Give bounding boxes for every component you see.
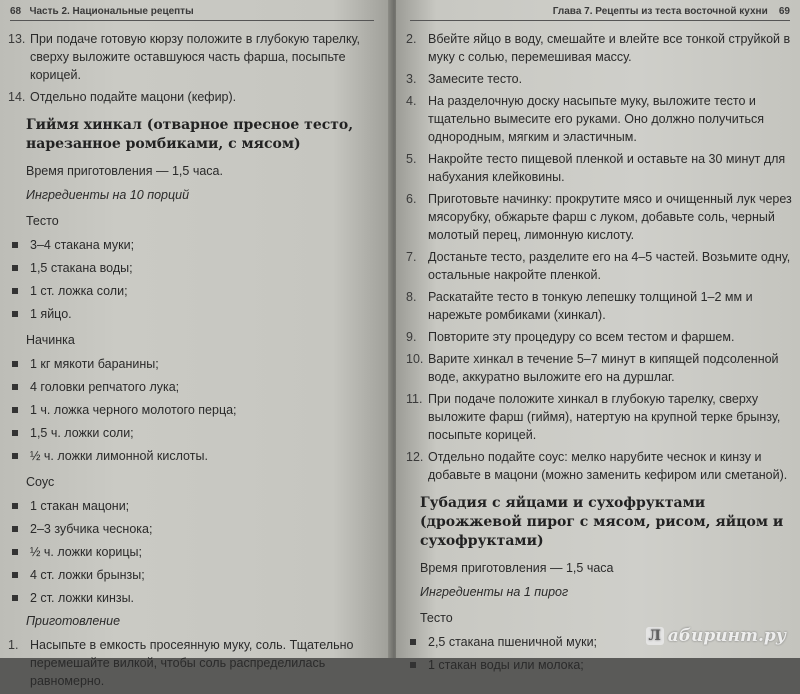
running-head-left-text: Часть 2. Национальные рецепты [29,6,194,17]
step-text: Достаньте тесто, разделите его на 4–5 частей. Возьмите одну, остальные накройте пленкой. [428,250,791,282]
step-number: 5. [406,152,417,166]
dough-list-left [8,236,382,323]
left-page [0,0,392,688]
bullet-square-icon [12,242,18,248]
recipe-title-right: Губадия с яйцами и сухофруктами (дрожжевой пирог с мясом, рисом, яйцом и сухофруктами) [420,495,784,549]
bullet-square-icon [12,384,18,390]
ingredient-item [8,259,382,277]
step-text: Варите хинкал в течение 5–7 минут в кипящей подсоленной воде, аккуратно выложите его на дуршлаг. [428,352,779,384]
ingredient-item [8,378,382,396]
bullet-square-icon [12,311,18,317]
steps-top-list [8,30,382,106]
ingredient-item [8,305,382,323]
ingredient-item [8,543,382,561]
running-head-rule-left [10,20,374,21]
numbered-step [406,92,792,146]
running-head-right [553,6,790,17]
ingredient-text: 1 кг мякоти баранины; [30,357,159,371]
right-page-content [406,30,792,679]
bullet-square-icon [12,572,18,578]
running-head-left [10,6,194,17]
ingredient-text: 1 стакан воды или молока; [428,658,584,672]
ingredient-text: 1 ч. ложка черного молотого перца; [30,403,237,417]
numbered-step [8,30,382,84]
step-text: Отдельно подайте мацони (кефир). [30,90,237,104]
labirint-logo-icon: Л [646,627,664,645]
step-text: На разделочную доску насыпьте муку, выложите тесто и тщательно вымесите его руками. Оно должно получиться однородным, мягким и эластичным. [428,94,765,144]
step-text: Приготовьте начинку: прокрутите мясо и очищенный лук через мясорубку, обжарьте фарш с луком, добавьте соль, черный молотый перец, лимонную кислоту. [428,192,792,242]
step-text: При подаче готовую кюрзу положите в глубокую тарелку, сверху выложите оставшуюся часть фарша, посыпьте корицей. [30,32,361,82]
numbered-step [406,150,792,186]
dough-label-left: Тесто [26,214,59,228]
step-number: 12. [406,450,424,464]
bullet-square-icon [12,503,18,509]
step-number: 13. [8,32,26,46]
ingredient-text: 2–3 зубчика чеснока; [30,522,153,536]
ingredient-text: 1,5 стакана воды; [30,261,133,275]
step-text: Накройте тесто пищевой пленкой и оставьте на 30 минут для набухания клейковины. [428,152,786,184]
watermark-text: абиринт.ру [667,626,786,646]
page-number-left: 68 [10,6,22,17]
numbered-step [406,248,792,284]
step-number: 11. [406,392,423,406]
ingredient-item [8,566,382,584]
bullet-square-icon [12,361,18,367]
ingredient-text: 4 ст. ложки брынзы; [30,568,145,582]
running-head-rule-right [410,20,790,21]
step-number: 7. [406,250,417,264]
recipe-title-left: Гиймя хинкал (отварное пресное тесто, нарезанное ромбиками, с мясом) [26,117,354,152]
bullet-square-icon [12,453,18,459]
bullet-square-icon [12,265,18,271]
numbered-step [406,390,792,444]
step-text: Раскатайте тесто в тонкую лепешку толщиной 1–2 мм и нарежьте ромбиками (хинкал). [428,290,753,322]
bullet-square-icon [12,407,18,413]
ingredient-text: ½ ч. ложки лимонной кислоты. [30,449,208,463]
sauce-label: Соус [26,475,55,489]
ingredient-item [8,520,382,538]
bullet-square-icon [12,526,18,532]
ingredient-text: 2 ст. ложки кинзы. [30,591,135,605]
step-number: 2. [406,32,417,46]
ingredient-text: 1 стакан мацони; [30,499,130,513]
step-number: 8. [406,290,417,304]
bullet-square-icon [12,288,18,294]
step-text: Насыпьте в емкость просеянную муку, соль. Тщательно перемешайте вилкой, чтобы соль распределилась равномерно. [30,638,354,688]
ingredient-item [8,401,382,419]
step-number: 14. [8,90,26,104]
step-number: 9. [406,330,417,344]
running-head-right-text: Глава 7. Рецепты из теста восточной кухни [552,6,768,17]
numbered-step [406,350,792,386]
ingredient-text: 2,5 стакана пшеничной муки; [428,635,598,649]
bullet-square-icon [410,639,416,645]
numbered-step [406,328,792,346]
bullet-square-icon [12,430,18,436]
numbered-step [406,448,792,484]
step-text: Отдельно подайте соус: мелко нарубите чеснок и кинзу и добавьте в мацони (можно заменить кефиром или сметаной). [428,450,788,482]
numbered-step [406,288,792,324]
right-page [396,0,800,672]
step-number: 4. [406,94,417,108]
step-number: 1. [8,638,19,652]
left-page-content [8,30,382,694]
bullet-square-icon [410,662,416,668]
page-number-right: 69 [778,6,790,17]
ingredient-item [8,497,382,515]
ingredient-item [8,236,382,254]
method-steps-right [406,30,792,484]
prep-time-right: Время приготовления — 1,5 часа [420,561,614,575]
ingredient-item [8,282,382,300]
step-number: 10. [406,352,424,366]
step-text: Замесите тесто. [428,72,523,86]
dough-label-right: Тесто [420,611,453,625]
labirint-watermark [646,626,786,646]
ingredient-text: 1,5 ч. ложки соли; [30,426,134,440]
filling-label: Начинка [26,333,75,347]
ingredient-item [8,424,382,442]
ingredient-text: 4 головки репчатого лука; [30,380,180,394]
sauce-list [8,497,382,607]
step-number: 3. [406,72,417,86]
ingredient-item [406,656,792,674]
bullet-square-icon [12,549,18,555]
bullet-square-icon [12,595,18,601]
ingredient-item [8,355,382,373]
numbered-step [8,88,382,106]
ingredient-text: 1 ст. ложка соли; [30,284,128,298]
numbered-step [8,636,382,690]
step-number: 6. [406,192,417,206]
ingredients-label-right: Ингредиенты на 1 пирог [420,585,569,599]
method-steps-left [8,636,382,690]
method-label: Приготовление [26,614,121,628]
ingredient-item [8,447,382,465]
ingredient-text: 1 яйцо. [30,307,72,321]
numbered-step [406,30,792,66]
filling-list [8,355,382,465]
ingredient-text: ½ ч. ложки корицы; [30,545,142,559]
prep-time-left: Время приготовления — 1,5 часа. [26,164,223,178]
ingredient-item [8,589,382,607]
step-text: Повторите эту процедуру со всем тестом и фаршем. [428,330,735,344]
step-text: Вбейте яйцо в воду, смешайте и влейте все тонкой струйкой в муку с солью, перемешивая массу. [428,32,791,64]
ingredient-text: 3–4 стакана муки; [30,238,135,252]
numbered-step [406,190,792,244]
ingredients-label-left: Ингредиенты на 10 порций [26,188,190,202]
numbered-step [406,70,792,88]
step-text: При подаче положите хинкал в глубокую тарелку, сверху выложите фарш (гиймя), натертую на крупной терке брынзу, посыпьте корицей. [428,392,781,442]
